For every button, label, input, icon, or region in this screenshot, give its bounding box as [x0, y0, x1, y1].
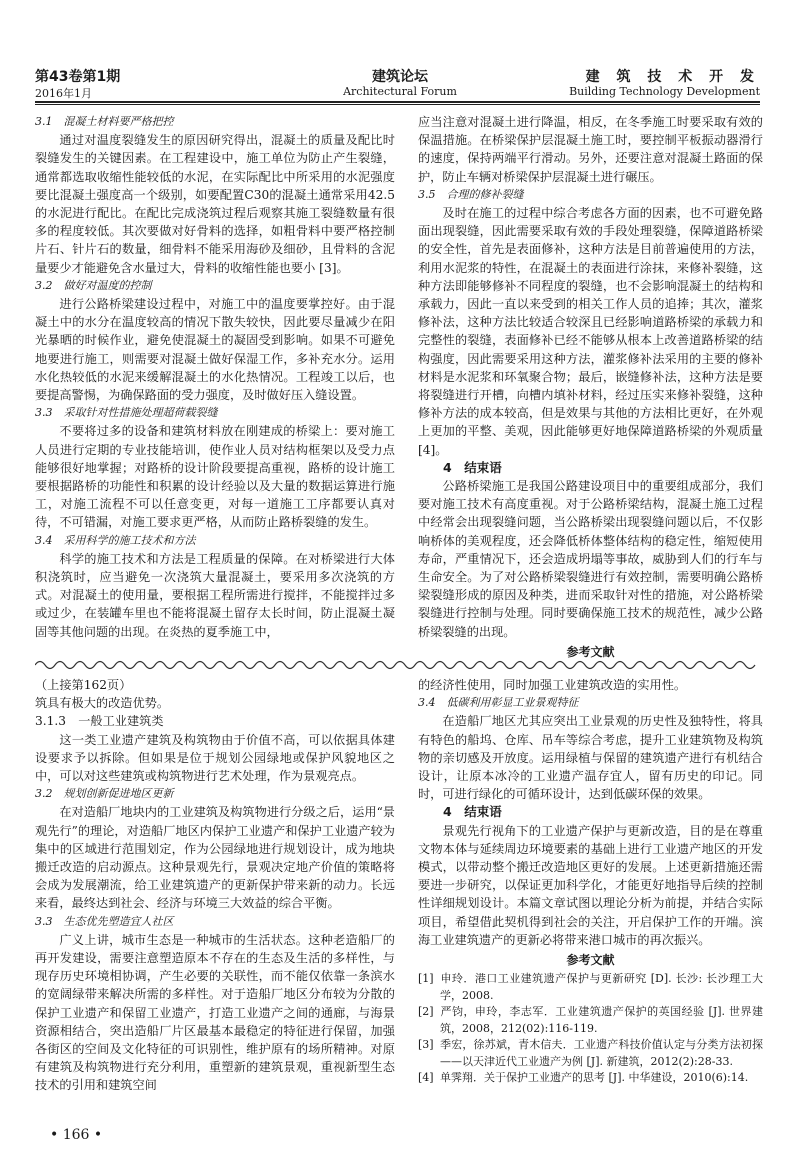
section-heading: 3.3 采取针对性措施处理超荷载裂缝 [35, 406, 218, 420]
paragraph: 这一类工业遗产建筑及构筑物由于价值不高，可以依据具体建设要求予以拆除。但如果是位于规划公园绿地或保护风貌地区之中，可以对这些建筑或构筑物进行艺术处理，作为景观亮点。 [35, 732, 395, 784]
article-divider [35, 658, 760, 672]
paragraph: 通过对温度裂缝发生的原因研究得出，混凝土的质量及配比时裂缝发生的关键因素。在工程建设中，施工单位为防止产生裂缝，通常都选取收缩性能较低的水泥，在实际配比中所采用的水泥强度要比混凝土强度高一个级别，如要配置C30的混凝土通常采用42.5的水泥进行配比。在配比完成浇筑过程后观察其施工裂缝数量有很多的程度较低。其次要做对好骨料的选择，如粗骨料中要严格控制片石、针片石的数量，细骨料不能采用海砂及细砂，且骨料的含泥量要少才能避免含水量过大，骨料的收缩性能也要小 [3]。 [35, 133, 395, 275]
paragraph: 在造船厂地区尤其应突出工业景观的历史性及独特性，将具有特色的船坞、仓库、吊车等综合考虑，提升工业建筑物及构筑物的亲切感及开放度。运用绿植与保留的建筑遗产进行有机结合设计，让原本冰冷的工业遗产温存宜人，留有历史的印记。同时，可进行绿化的可循环设计，达到低碳环保的效果。 [418, 714, 763, 802]
paragraph: 应当注意对混凝土进行降温，相反，在冬季施工时要采取有效的保温措施。在桥梁保护层混凝土施工时，要控制平板振动器滑行的速度，保持两端平行滑动。另外，还要注意对混凝土路面的保护，防止车辆对桥梁保护层混凝土进行碾压。 [418, 115, 763, 184]
section-heading: 3.3 生态优先塑造宜人社区 [35, 914, 174, 928]
issue-date: 2016年1月 [35, 87, 92, 100]
paragraph: 及时在施工的过程中综合考虑各方面的因素，也不可避免路面出现裂缝，因此需要采取有效的手段处理裂缝，保障道路桥梁的安全性，首先是表面修补，这种方法是目前普遍使用的方法，利用水泥浆的特性，在混凝土的表面进行涂抹，来修补裂缝，这种方法即能够修补不同程度的裂缝，也不会影响混凝土的结构和承载力，因此一直以来受到的相关工作人员的追捧；其次，灌浆修补法，这种方法比较适合较深且已经影响道路桥梁的承载力和完整性的裂缝，表面修补已经不能够从根本上改善道路桥梁的结构强度，因此需要采用这种方法，灌浆修补法采用的主要的修补材料是水泥浆和环氧聚合物；最后，嵌缝修补法，这种方法是要将裂缝进行开槽，向槽内填补材料，经过压实来修补裂缝，这种修补方法的成本较高，但是效果与其他的方法相比更好，在外观上更加的平整、美观，因此能够更好地保障道路桥梁的外观质量 [4]。 [418, 206, 763, 457]
paragraph: 的经济性使用，同时加强工业建筑改造的实用性。 [418, 678, 687, 692]
section-heading: 3.1.3 一般工业建筑类 [35, 714, 164, 729]
journal-title-en: Architectural Forum [343, 85, 457, 98]
volume-issue: 第43卷第1期 [35, 69, 121, 85]
paragraph: 进行公路桥梁建设过程中，对施工中的温度要掌控好。由于混凝土中的水分在温度较高的情况下散失较快，因此要尽量减少在阳光暴晒的时候作业，避免使混凝土的凝固受到影响。如果不可避免地要进行施工，则需要对混凝土做好保湿工作，多补充水分。运用水化热较低的水泥来缓解混凝土的水化热情况。工程竣工以后，也要提高警惕，为确保路面的受力强度，及时做好压入缝设置。 [35, 297, 395, 403]
paragraph: 景观先行视角下的工业遗产保护与更新改造，目的是在尊重文物本体与延续周边环境要素的基础上进行工业遗产地区的开发模式，以带动整个搬迁改造地区更好的发展。上述更新措施还需要进一步研究，以保证更加科学化，才能更好地指导后续的控制性详细规划设计。本篇文章试图以理论分析为前提，并结合实际项目，希望借此契机得到社会的关注，开启保护工作的开端。滨海工业建筑遗产的更新必将带来港口城市的再次振兴。 [418, 823, 763, 947]
section-heading: 3.5 合理的修补裂缝 [418, 187, 524, 201]
article-b-right-column [418, 676, 763, 1106]
reference-item: [2] 严钧，申玲，李志军．工业建筑遗产保护的英国经验 [J]. 世界建筑，2008，212(02):116-119. [418, 1005, 763, 1035]
section-heading: 3.1 混凝土材料要严格把控 [35, 115, 174, 128]
series-title-en: Building Technology Development [569, 85, 760, 98]
section-heading: 3.2 规划创新促进地区更新 [35, 787, 174, 801]
reference-item: [3] 季宏，徐苏斌，青木信夫．工业遗产科技价值认定与分类方法初探——以天津近代工业遗产为例 [J]. 新建筑，2012(2):28-33. [418, 1038, 763, 1068]
paragraph: 在对造船厂地块内的工业建筑及构筑物进行分级之后，运用“景观先行”的理论，对造船厂地区内保护工业遗产和保护工业遗产较为集中的区域进行范围划定，作为公园绿地进行规划设计，成为地块搬迁改造的启动源点。这种景观先行，景观决定地产价值的策略将会成为发展潮流，给工业建筑遗产的更新保护带来新的动力。长远来看，最终达到社会、经济与环境三大效益的综合平衡。 [35, 805, 395, 911]
references-heading: 参考文献 [566, 644, 615, 659]
page-number: • 166 • [50, 1127, 103, 1143]
section-heading: 3.4 采用科学的施工技术和方法 [35, 533, 196, 547]
page-header [0, 0, 800, 100]
continued-note: （上接第162页） [35, 678, 132, 692]
references-heading: 参考文献 [566, 953, 615, 968]
reference-item: [1] 申玲．港口工业建筑遗产保护与更新研究 [D]. 长沙: 长沙理工大学，2008. [418, 972, 763, 1002]
article-a-right-column [418, 113, 763, 660]
series-title-cn: 建 筑 技 术 开 发 [585, 69, 760, 85]
journal-title-cn: 建筑论坛 [372, 69, 428, 85]
header-rule-thick [35, 101, 760, 103]
article-b-left-column [35, 676, 395, 1096]
header-rule-thin [35, 104, 760, 105]
paragraph: 不要将过多的设备和建筑材料放在刚建成的桥梁上：要对施工人员进行定期的专业技能培训，使作业人员对结构框架以及受力点能够很好地掌握；对路桥的设计阶段要提高重视，路桥的设计施工要根据路桥的功能性和积累的设计经验以及大量的数据运算进行施工，对施工流程不可以任意变更，对每一道施工工序都要认真对待，不可错漏，对施工要求更严格，从而防止路桥裂缝的发生。 [35, 424, 395, 530]
paragraph: 科学的施工技术和方法是工程质量的保障。在对桥梁进行大体积浇筑时，应当避免一次浇筑大量混凝土，要采用多次浇筑的方式。对混凝土的使用量，要根据工程所需进行搅拌，不能搅拌过多或过少，在装罐车里也不能将混凝土留存太长时间，防止混凝土凝固等其他问题的出现。在炎热的夏季施工中， [35, 551, 395, 639]
paragraph: 筑具有极大的改造优势。 [35, 696, 170, 711]
conclusion-heading: 4 结束语 [443, 804, 502, 820]
paragraph: 公路桥梁施工是我国公路建设项目中的重要组成部分，我们要对施工技术有高度重视。对于公路桥梁结构，混凝土施工过程中经常会出现裂缝问题，当公路桥梁出现裂缝问题以后，不仅影响桥体的美观程度，还会降低桥体整体结构的稳定性，缩短使用寿命，严重情况下，还会造成坍塌等事故，威胁到人们的行车与生命安全。为了对公路桥梁裂缝进行有效控制，需要明确公路桥梁裂缝形成的原因及种类，进而采取针对性的措施，对公路桥梁裂缝进行控制与处理。同时要确保施工技术的规范性，减少公路桥梁裂缝的出现。 [418, 479, 763, 639]
article-a-left-column [35, 113, 395, 660]
section-heading: 3.2 做好对温度的控制 [35, 278, 152, 292]
conclusion-heading: 4 结束语 [443, 459, 502, 475]
reference-item: [4] 单霁翔．关于保护工业遗产的思考 [J]. 中华建设，2010(6):14. [418, 1071, 749, 1085]
section-heading: 3.4 低碳利用彰显工业景观特征 [418, 696, 579, 710]
paragraph: 广义上讲，城市生态是一种城市的生活状态。这种老造船厂的再开发建设，需要注意塑造原本不存在的生态及生活的多样性，与现存历史环境相协调，产生必要的关联性，而不能仅依靠一条滨水的宽阔绿带来解决所需的多样性。对于造船厂地区分布较为分散的保护工业遗产和保留工业遗产，打造工业遗产之间的通廊，与海景资源相结合，突出造船厂片区最基本最稳定的特征进行保留，加强各街区的空间及文化特征的可识别性，维护原有的场所精神。对原有建筑及构筑物进行充分利用，重塑新的建筑景观，重视新型生态技术的引用和建筑空间 [35, 932, 395, 1093]
